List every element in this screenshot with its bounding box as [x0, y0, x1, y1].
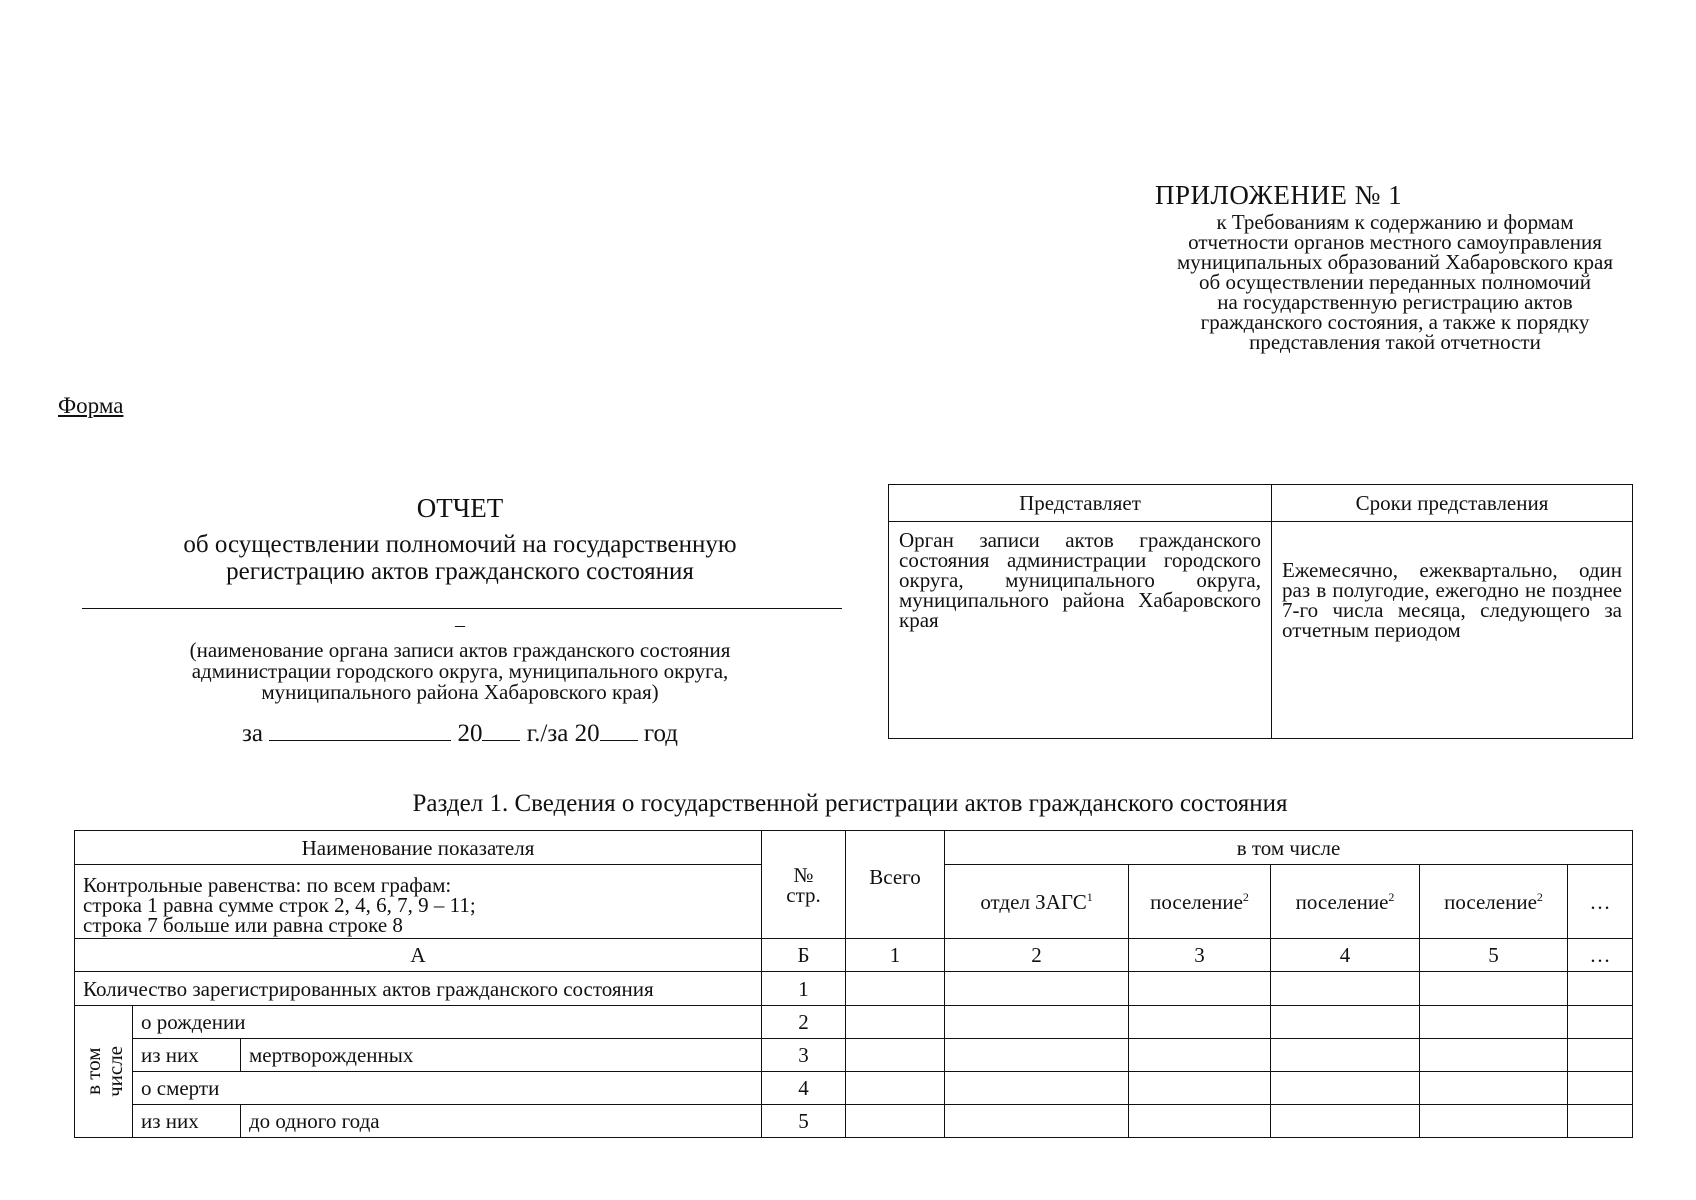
- appendix-line: гражданского состояния, а также к порядку: [1200, 310, 1590, 334]
- value-cell[interactable]: [1271, 1105, 1420, 1138]
- submission-table: [888, 484, 1633, 739]
- value-cell[interactable]: [1271, 972, 1420, 1006]
- row-number: 2: [762, 1006, 846, 1039]
- row-number: 1: [762, 972, 846, 1006]
- period-month-field[interactable]: [269, 722, 451, 741]
- period-year-prefix: 20: [457, 720, 483, 747]
- value-cell[interactable]: [1271, 1039, 1420, 1072]
- value-cell[interactable]: [1568, 1039, 1633, 1072]
- row-number: 4: [762, 1072, 846, 1105]
- period-year-field[interactable]: [482, 722, 520, 741]
- presenter-text: Орган записи актов гражданского состояния администрации городского округа, муниципального округа, муниципального района Хабаровского края: [899, 528, 1261, 632]
- row-prefix: из них: [133, 1105, 241, 1138]
- value-cell[interactable]: [1420, 1006, 1568, 1039]
- row-label: о смерти: [133, 1072, 762, 1105]
- footnote-mark: 2: [1536, 889, 1543, 904]
- value-cell[interactable]: [846, 972, 945, 1006]
- deadline-header: Сроки представления: [1272, 485, 1633, 522]
- value-cell[interactable]: [846, 1006, 945, 1039]
- period-suffix: год: [643, 720, 678, 747]
- hint-line: администрации городского округа, муниципального округа,: [191, 659, 729, 683]
- table-row: [75, 1072, 1633, 1105]
- row-number-abbrev: стр.: [786, 882, 821, 907]
- section-title: Раздел 1. Сведения о государственной регистрации актов гражданского состояния: [412, 790, 1288, 817]
- hint-line: муниципального района Хабаровского края): [261, 680, 659, 704]
- appendix-line: к Требованиям к содержанию и формам: [1216, 210, 1574, 234]
- form-label: Форма: [58, 393, 124, 418]
- control-line: Контрольные равенства: по всем графам:: [83, 873, 452, 897]
- settlement-header: [1420, 865, 1568, 939]
- value-cell[interactable]: [945, 1105, 1129, 1138]
- hint-line: (наименование органа записи актов гражданского состояния: [189, 638, 731, 662]
- annual-year-field[interactable]: [600, 722, 638, 741]
- appendix-line: отчетности органов местного самоуправления: [1188, 230, 1602, 254]
- index-cell: 1: [846, 939, 945, 972]
- control-equalities: [75, 865, 762, 939]
- footnote-mark: 2: [1242, 889, 1249, 904]
- settlement-label: поселение: [1295, 889, 1389, 914]
- table-row: [75, 1006, 1633, 1039]
- appendix-description: [1120, 212, 1670, 352]
- presenter-header: Представляет: [889, 485, 1272, 522]
- period-mid: г./за 20: [526, 720, 600, 747]
- row-label: Количество зарегистрированных актов гражданского состояния: [75, 972, 762, 1006]
- appendix-line: об осуществлении переданных полномочий: [1199, 270, 1591, 294]
- dash-mark: –: [455, 614, 465, 636]
- value-cell[interactable]: [1129, 1039, 1271, 1072]
- row-prefix: из них: [133, 1039, 241, 1072]
- organization-name-hint: [80, 640, 840, 703]
- value-cell[interactable]: [1129, 1072, 1271, 1105]
- index-cell: 2: [945, 939, 1129, 972]
- zags-office-label: отдел ЗАГС: [980, 889, 1087, 914]
- period-prefix: за: [242, 720, 263, 747]
- row-number: 3: [762, 1039, 846, 1072]
- settlement-label: поселение: [1150, 889, 1243, 914]
- appendix-line: представления такой отчетности: [1249, 330, 1541, 354]
- presenter-cell: [889, 522, 1272, 739]
- zags-office-header: [945, 865, 1129, 939]
- index-cell: …: [1568, 939, 1633, 972]
- index-cell: А: [75, 939, 762, 972]
- value-cell[interactable]: [945, 1006, 1129, 1039]
- more-columns-header: …: [1568, 865, 1633, 939]
- control-line: строка 7 больше или равна строке 8: [83, 913, 403, 937]
- value-cell[interactable]: [1129, 972, 1271, 1006]
- side-label-line: числе: [102, 1046, 127, 1097]
- value-cell[interactable]: [1420, 972, 1568, 1006]
- including-header: в том числе: [945, 831, 1633, 865]
- organization-name-field[interactable]: [82, 608, 842, 609]
- value-cell[interactable]: [846, 1105, 945, 1138]
- row-number-header: [762, 831, 846, 939]
- settlement-header: [1129, 865, 1271, 939]
- index-cell: 5: [1420, 939, 1568, 972]
- index-cell: 3: [1129, 939, 1271, 972]
- value-cell[interactable]: [945, 972, 1129, 1006]
- settlement-header: [1271, 865, 1420, 939]
- deadline-cell: [1272, 522, 1633, 739]
- report-subtitle: [80, 531, 840, 585]
- footnote-mark: 2: [1388, 889, 1395, 904]
- value-cell[interactable]: [1568, 1072, 1633, 1105]
- value-cell[interactable]: [1568, 1105, 1633, 1138]
- row-number: 5: [762, 1105, 846, 1138]
- row-label: до одного года: [241, 1105, 762, 1138]
- value-cell[interactable]: [1568, 972, 1633, 1006]
- value-cell[interactable]: [846, 1039, 945, 1072]
- row-label: о рождении: [133, 1006, 762, 1039]
- footnote-mark: 1: [1086, 889, 1093, 904]
- value-cell[interactable]: [846, 1072, 945, 1105]
- row-number-symbol: №: [793, 862, 814, 887]
- reporting-period-line: [80, 720, 840, 748]
- value-cell[interactable]: [1568, 1006, 1633, 1039]
- table-row: [75, 972, 1633, 1006]
- appendix-line: муниципальных образований Хабаровского края: [1176, 250, 1613, 274]
- including-side-label: [75, 1006, 133, 1138]
- value-cell[interactable]: [945, 1072, 1129, 1105]
- index-cell: Б: [762, 939, 846, 972]
- value-cell[interactable]: [1420, 1105, 1568, 1138]
- control-line: строка 1 равна сумме строк 2, 4, 6, 7, 9 – 11;: [83, 893, 476, 917]
- appendix-title: ПРИЛОЖЕНИЕ № 1: [1155, 180, 1403, 210]
- side-label-line: в том: [80, 1047, 105, 1096]
- value-cell[interactable]: [1420, 1072, 1568, 1105]
- table-row: [75, 1039, 1633, 1072]
- report-title: ОТЧЕТ: [416, 493, 504, 523]
- indicator-header: Наименование показателя: [75, 831, 762, 865]
- table-row: [75, 1105, 1633, 1138]
- report-subtitle-line: регистрацию актов гражданского состояния: [226, 558, 694, 585]
- value-cell[interactable]: [1271, 1006, 1420, 1039]
- value-cell[interactable]: [1420, 1039, 1568, 1072]
- value-cell[interactable]: [945, 1039, 1129, 1072]
- deadline-text: Ежемесячно, ежеквартально, один раз в полугодие, ежегодно не позднее 7-го числа месяца, следующего за отчетным периодом: [1282, 558, 1622, 642]
- appendix-line: на государственную регистрацию актов: [1217, 290, 1573, 314]
- index-cell: 4: [1271, 939, 1420, 972]
- data-table: [74, 830, 1633, 1138]
- settlement-label: поселение: [1444, 889, 1537, 914]
- value-cell[interactable]: [1129, 1105, 1271, 1138]
- total-header: Всего: [846, 831, 945, 939]
- report-subtitle-line: об осуществлении полномочий на государственную: [183, 531, 737, 558]
- value-cell[interactable]: [1271, 1072, 1420, 1105]
- value-cell[interactable]: [1129, 1006, 1271, 1039]
- row-label: мертворожденных: [241, 1039, 762, 1072]
